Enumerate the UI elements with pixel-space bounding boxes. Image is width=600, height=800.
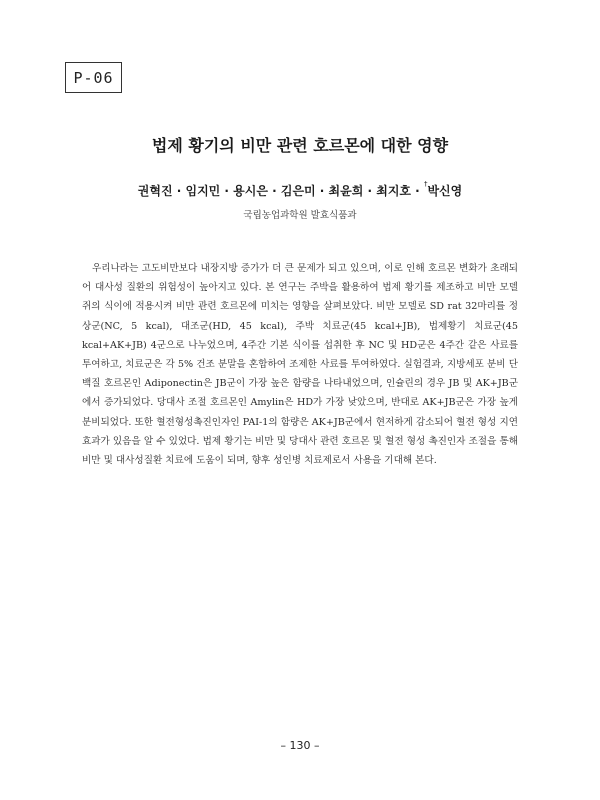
page-number: – 130 – <box>280 739 320 752</box>
authors-text: 권혁진 · 임지민 · 용시은 · 김은미 · 최윤희 · 최지호 · <box>137 184 424 198</box>
poster-code-box <box>65 62 122 93</box>
corresponding-author: 박신영 <box>427 184 463 198</box>
author-list <box>0 182 600 199</box>
abstract-paragraph: 우리나라는 고도비만보다 내장지방 증가가 더 큰 문제가 되고 있으며, 이로 인해 호르몬 변화가 초래되어 대사성 질환의 위험성이 높아지고 있다. 본 연구는 주박을 활용하여 법제 황기를 제조하고 비만 모델 쥐의 식이에 적용시켜 비만 관련 호르몬에 미치는 영향을 살펴보았다. 비만 모델로 SD rat 32마리를 정상군(NC, 5 kcal), 대조군(HD, 45 kcal), 주박 치료군(45 kcal+JB), 법제황기 치료군(45 kcal+AK+JB) 4군으로 나누었으며, 4주간 기본 식이를 섭취한 후 NC 및 HD군은 4주간 같은 사료를 투여하고, 치료군은 각 5% 건조 분말을 혼합하여 조제한 사료를 투여하였다. 실험결과, 지방세포 분비 단백질 호르몬인 Adiponectin은 JB군이 가장 높은 함량을 나타내었으며, 인슐린의 경우 JB 및 AK+JB군에서 증가되었다. 당대사 조절 호르몬인 Amylin은 HD가 가장 낮았으며, 반대로 AK+JB군은 가장 높게 분비되었다. 또한 혈전형성촉진인자인 PAI-1의 함량은 AK+JB군에서 현저하게 감소되어 혈전 형성 지연 효과가 있음을 알 수 있었다. 법제 황기는 비만 및 당대사 관련 호르몬 및 혈전 형성 촉진인자 조절을 통해 비만 및 대사성질환 치료에 도움이 되며, 향후 성인병 치료제로서 사용을 기대해 본다. <box>82 263 518 467</box>
poster-code: P-06 <box>73 68 114 87</box>
paper-title: 법제 황기의 비만 관련 호르몬에 대한 영향 <box>151 136 449 155</box>
affiliation: 국립농업과학원 발효식품과 <box>243 210 357 221</box>
corresponding-mark: † <box>423 180 428 188</box>
